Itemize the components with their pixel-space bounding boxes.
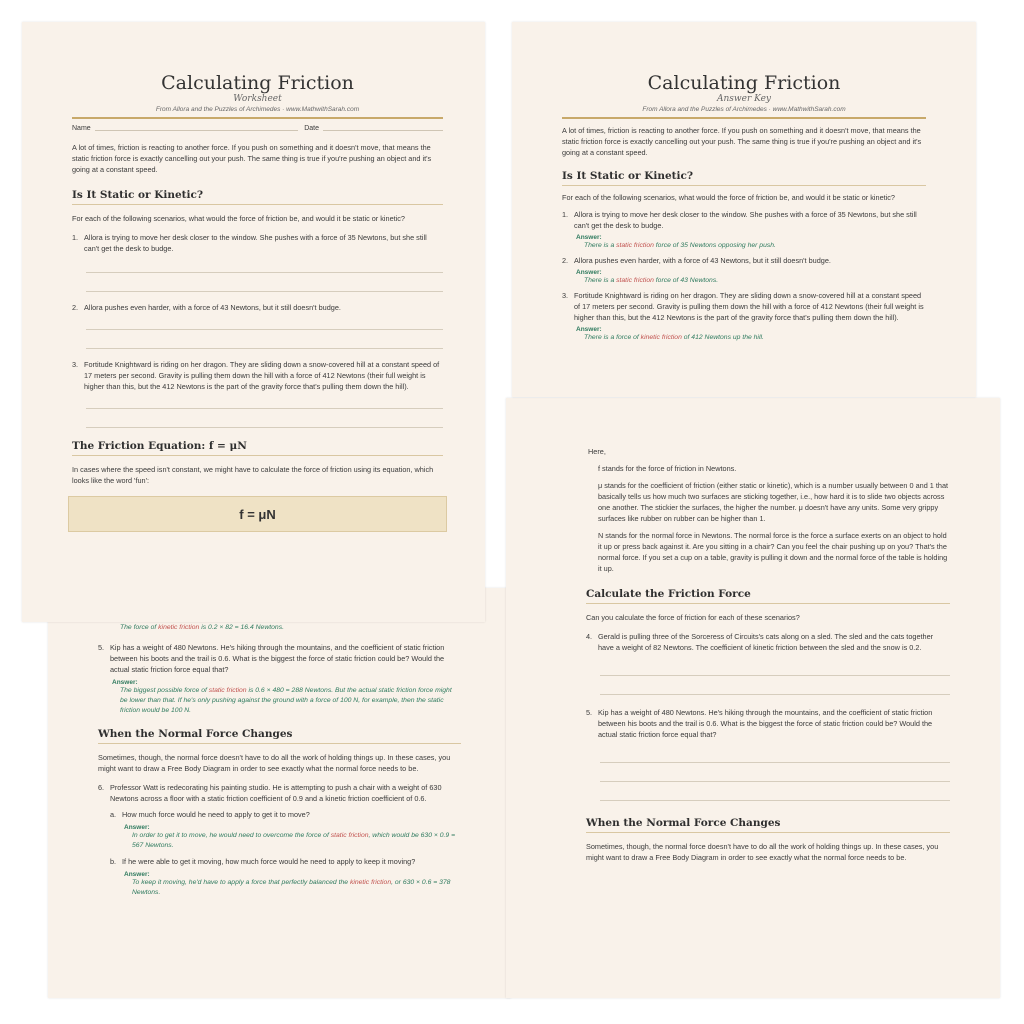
page-subtitle: Answer Key — [717, 94, 771, 104]
scenario-prompt: For each of the following scenarios, what would the force of friction be, and would it be static or kinetic? — [72, 214, 405, 223]
question-2: 2. Allora pushes even harder, with a force of 43 Newtons, but it still doesn't budge. — [562, 256, 831, 265]
page-subtitle: Worksheet — [233, 94, 282, 104]
worksheet-page-2 — [506, 398, 1000, 998]
question-2: 2. Allora pushes even harder, with a force of 43 Newtons, but it still doesn't budge. — [72, 303, 341, 312]
answer-line[interactable] — [86, 291, 443, 292]
n-definition: N stands for the normal force in Newtons. The normal force is the force a surface exerts on an object to hold it up or press back against it. Are you sitting in a chair? Can you feel the chair pushing up on you? That's the normal force. If you set a cup on a table, gravity is pulling it down and the normal force of the table is holding it up. — [598, 531, 948, 573]
page-title: Calculating Friction — [161, 72, 354, 94]
friction-equation-heading: The Friction Equation: f = μN — [72, 440, 443, 456]
answer-line[interactable] — [600, 694, 950, 695]
scenario-prompt: For each of the following scenarios, what would the force of friction be, and would it be static or kinetic? — [562, 193, 895, 202]
normal-force-heading: When the Normal Force Changes — [98, 728, 461, 744]
equation-intro: In cases where the speed isn't constant, we might have to calculate the force of friction using its equation, which looks like the word 'fun': — [72, 465, 434, 485]
answer-line[interactable] — [600, 781, 950, 782]
answer-key-page-2 — [48, 588, 511, 998]
answer-1-text: There is a static friction force of 35 Newtons opposing her push. — [584, 242, 776, 249]
answer-label: Answer: — [112, 679, 138, 686]
gold-divider — [562, 117, 926, 119]
intro-paragraph: A lot of times, friction is reacting to another force. If you push on something and it doesn't move, that means the static friction force is exactly cancelling out your push. The same thing is true if you're pushing an object and it's going at a constant speed. — [72, 143, 432, 174]
name-date-row — [72, 125, 443, 132]
question-6a: a. How much force would he need to apply to get it to move? — [110, 810, 310, 819]
answer-line[interactable] — [86, 348, 443, 349]
answer-line[interactable] — [86, 272, 443, 273]
page-title: Calculating Friction — [647, 72, 841, 94]
question-6b: b. If he were able to get it moving, how much force would he need to apply to keep it moving? — [110, 857, 416, 866]
calculate-prompt: Can you calculate the force of friction for each of these scenarios? — [586, 613, 800, 622]
date-label: Date — [304, 125, 319, 132]
answer-6b-text: To keep it moving, he'd have to apply a force that perfectly balanced the kinetic friction, or 630 × 0.6 = 378 Newtons. — [132, 879, 451, 896]
question-5: 5. Kip has a weight of 480 Newtons. He's hiking through the mountains, and the coefficient of static friction between his boots and the trail is 0.6. What is the biggest the force of static friction could be? Would the actual static friction force equal that? — [98, 643, 445, 674]
answer-line[interactable] — [600, 675, 950, 676]
question-3: 3. Fortitude Knightward is riding on her dragon. They are sliding down a snow-covered hill at a constant speed of 17 meters per second. Gravity is pulling them down the hill with a force of 412 Newtons (their full weight is higher than this, but the 412 Newtons is the part of the gravity force that's pulling them down the hill). — [562, 291, 924, 322]
answer-label: Answer: — [576, 234, 602, 241]
answer-3-text: There is a force of kinetic friction of 412 Newtons up the hill. — [584, 334, 764, 341]
question-4: 4. Gerald is pulling three of the Sorceress of Circuits's cats along on a sled. The sled and the cats together have a weight of 82 Newtons. The coefficient of kinetic friction between the sled and the snow is 0.2. — [586, 632, 934, 652]
static-kinetic-heading: Is It Static or Kinetic? — [562, 170, 926, 186]
name-label: Name — [72, 125, 91, 132]
equation-box — [68, 496, 447, 532]
question-6: 6. Professor Watt is redecorating his painting studio. He is attempting to push a chair with a weight of 630 Newtons across a floor with a static friction coefficient of 0.9 and a kinetic friction coefficient of 0.6. — [98, 783, 442, 803]
answer-line[interactable] — [86, 329, 443, 330]
answer-label: Answer: — [576, 326, 602, 333]
answer-key-page-1 — [512, 22, 976, 397]
answer-line[interactable] — [86, 408, 443, 409]
equation-text: f = μN — [239, 506, 276, 522]
mu-definition: μ stands for the coefficient of friction (either static or kinetic), which is a number usually between 0 and 1 that basically tells us how much two surfaces are sticking together, i.e., how hard it is to slide two objects across one another. The stickier the surfaces, the higher the number. μ doesn't have any units. Some very grippy surfaces like rubber on rubber can be higher than 1. — [598, 481, 949, 523]
source-credit: From Allora and the Puzzles of Archimedes · www.MathwithSarah.com — [155, 106, 360, 113]
answer-2-text: There is a static friction force of 43 Newtons. — [584, 277, 719, 284]
question-5: 5. Kip has a weight of 480 Newtons. He's hiking through the mountains, and the coefficient of static friction between his boots and the trail is 0.6. What is the biggest the force of static friction could be? Would the actual static friction force equal that? — [586, 708, 933, 739]
name-field[interactable] — [95, 130, 299, 131]
question-1: 1. Allora is trying to move her desk closer to the window. She pushes with a force of 35 Newtons, but she still can't get the desk to budge. — [562, 210, 917, 230]
normal-force-paragraph: Sometimes, though, the normal force doesn't have to do all the work of holding things up. In these cases, you might want to draw a Free Body Diagram in order to see exactly what the normal force needs to be. — [586, 842, 939, 862]
answer-5-text: The biggest possible force of static friction is 0.6 × 480 = 288 Newtons. But the actual static friction force might be lower than that. If he's only pushing against the ground with a force of 100 N, for example, then the static friction would be 100 N. — [120, 687, 452, 714]
intro-paragraph: A lot of times, friction is reacting to another force. If you push on something and it doesn't move, that means the static friction force is exactly cancelling out your push. The same thing is true if you're pushing an object and it's going at a constant speed. — [562, 126, 922, 157]
normal-force-paragraph: Sometimes, though, the normal force doesn't have to do all the work of holding things up. In these cases, you might want to draw a Free Body Diagram in order to see exactly what the normal force needs to be. — [98, 753, 451, 773]
f-definition: f stands for the force of friction in Newtons. — [598, 464, 737, 473]
question-3: 3. Fortitude Knightward is riding on her dragon. They are sliding down a snow-covered hill at a constant speed of 17 meters per second. Gravity is pulling them down the hill with a force of 412 Newtons (their full weight is higher than this, but the 412 Newtons is the part of the gravity force that's pulling them down the hill). — [72, 360, 440, 391]
answer-label: Answer: — [124, 871, 150, 878]
static-kinetic-heading: Is It Static or Kinetic? — [72, 189, 443, 205]
answer-line[interactable] — [86, 427, 443, 428]
normal-force-heading: When the Normal Force Changes — [586, 817, 950, 833]
answer-6a-text: In order to get it to move, he would need to overcome the force of static friction, which would be 630 × 0.9 = 567 Newtons. — [132, 832, 456, 849]
answer-4-text: The force of kinetic friction is 0.2 × 82 = 16.4 Newtons. — [120, 624, 284, 631]
answer-line[interactable] — [600, 762, 950, 763]
question-1: 1. Allora is trying to move her desk closer to the window. She pushes with a force of 35 Newtons, but she still can't get the desk to budge. — [72, 233, 427, 253]
worksheet-page-1 — [22, 22, 485, 622]
answer-label: Answer: — [124, 824, 150, 831]
answer-label: Answer: — [576, 269, 602, 276]
answer-line[interactable] — [600, 800, 950, 801]
here-label: Here, — [588, 447, 606, 456]
source-credit: From Allora and the Puzzles of Archimedes · www.MathwithSarah.com — [642, 106, 846, 113]
gold-divider — [72, 117, 443, 119]
date-field[interactable] — [323, 130, 443, 131]
calculate-friction-heading: Calculate the Friction Force — [586, 588, 950, 604]
